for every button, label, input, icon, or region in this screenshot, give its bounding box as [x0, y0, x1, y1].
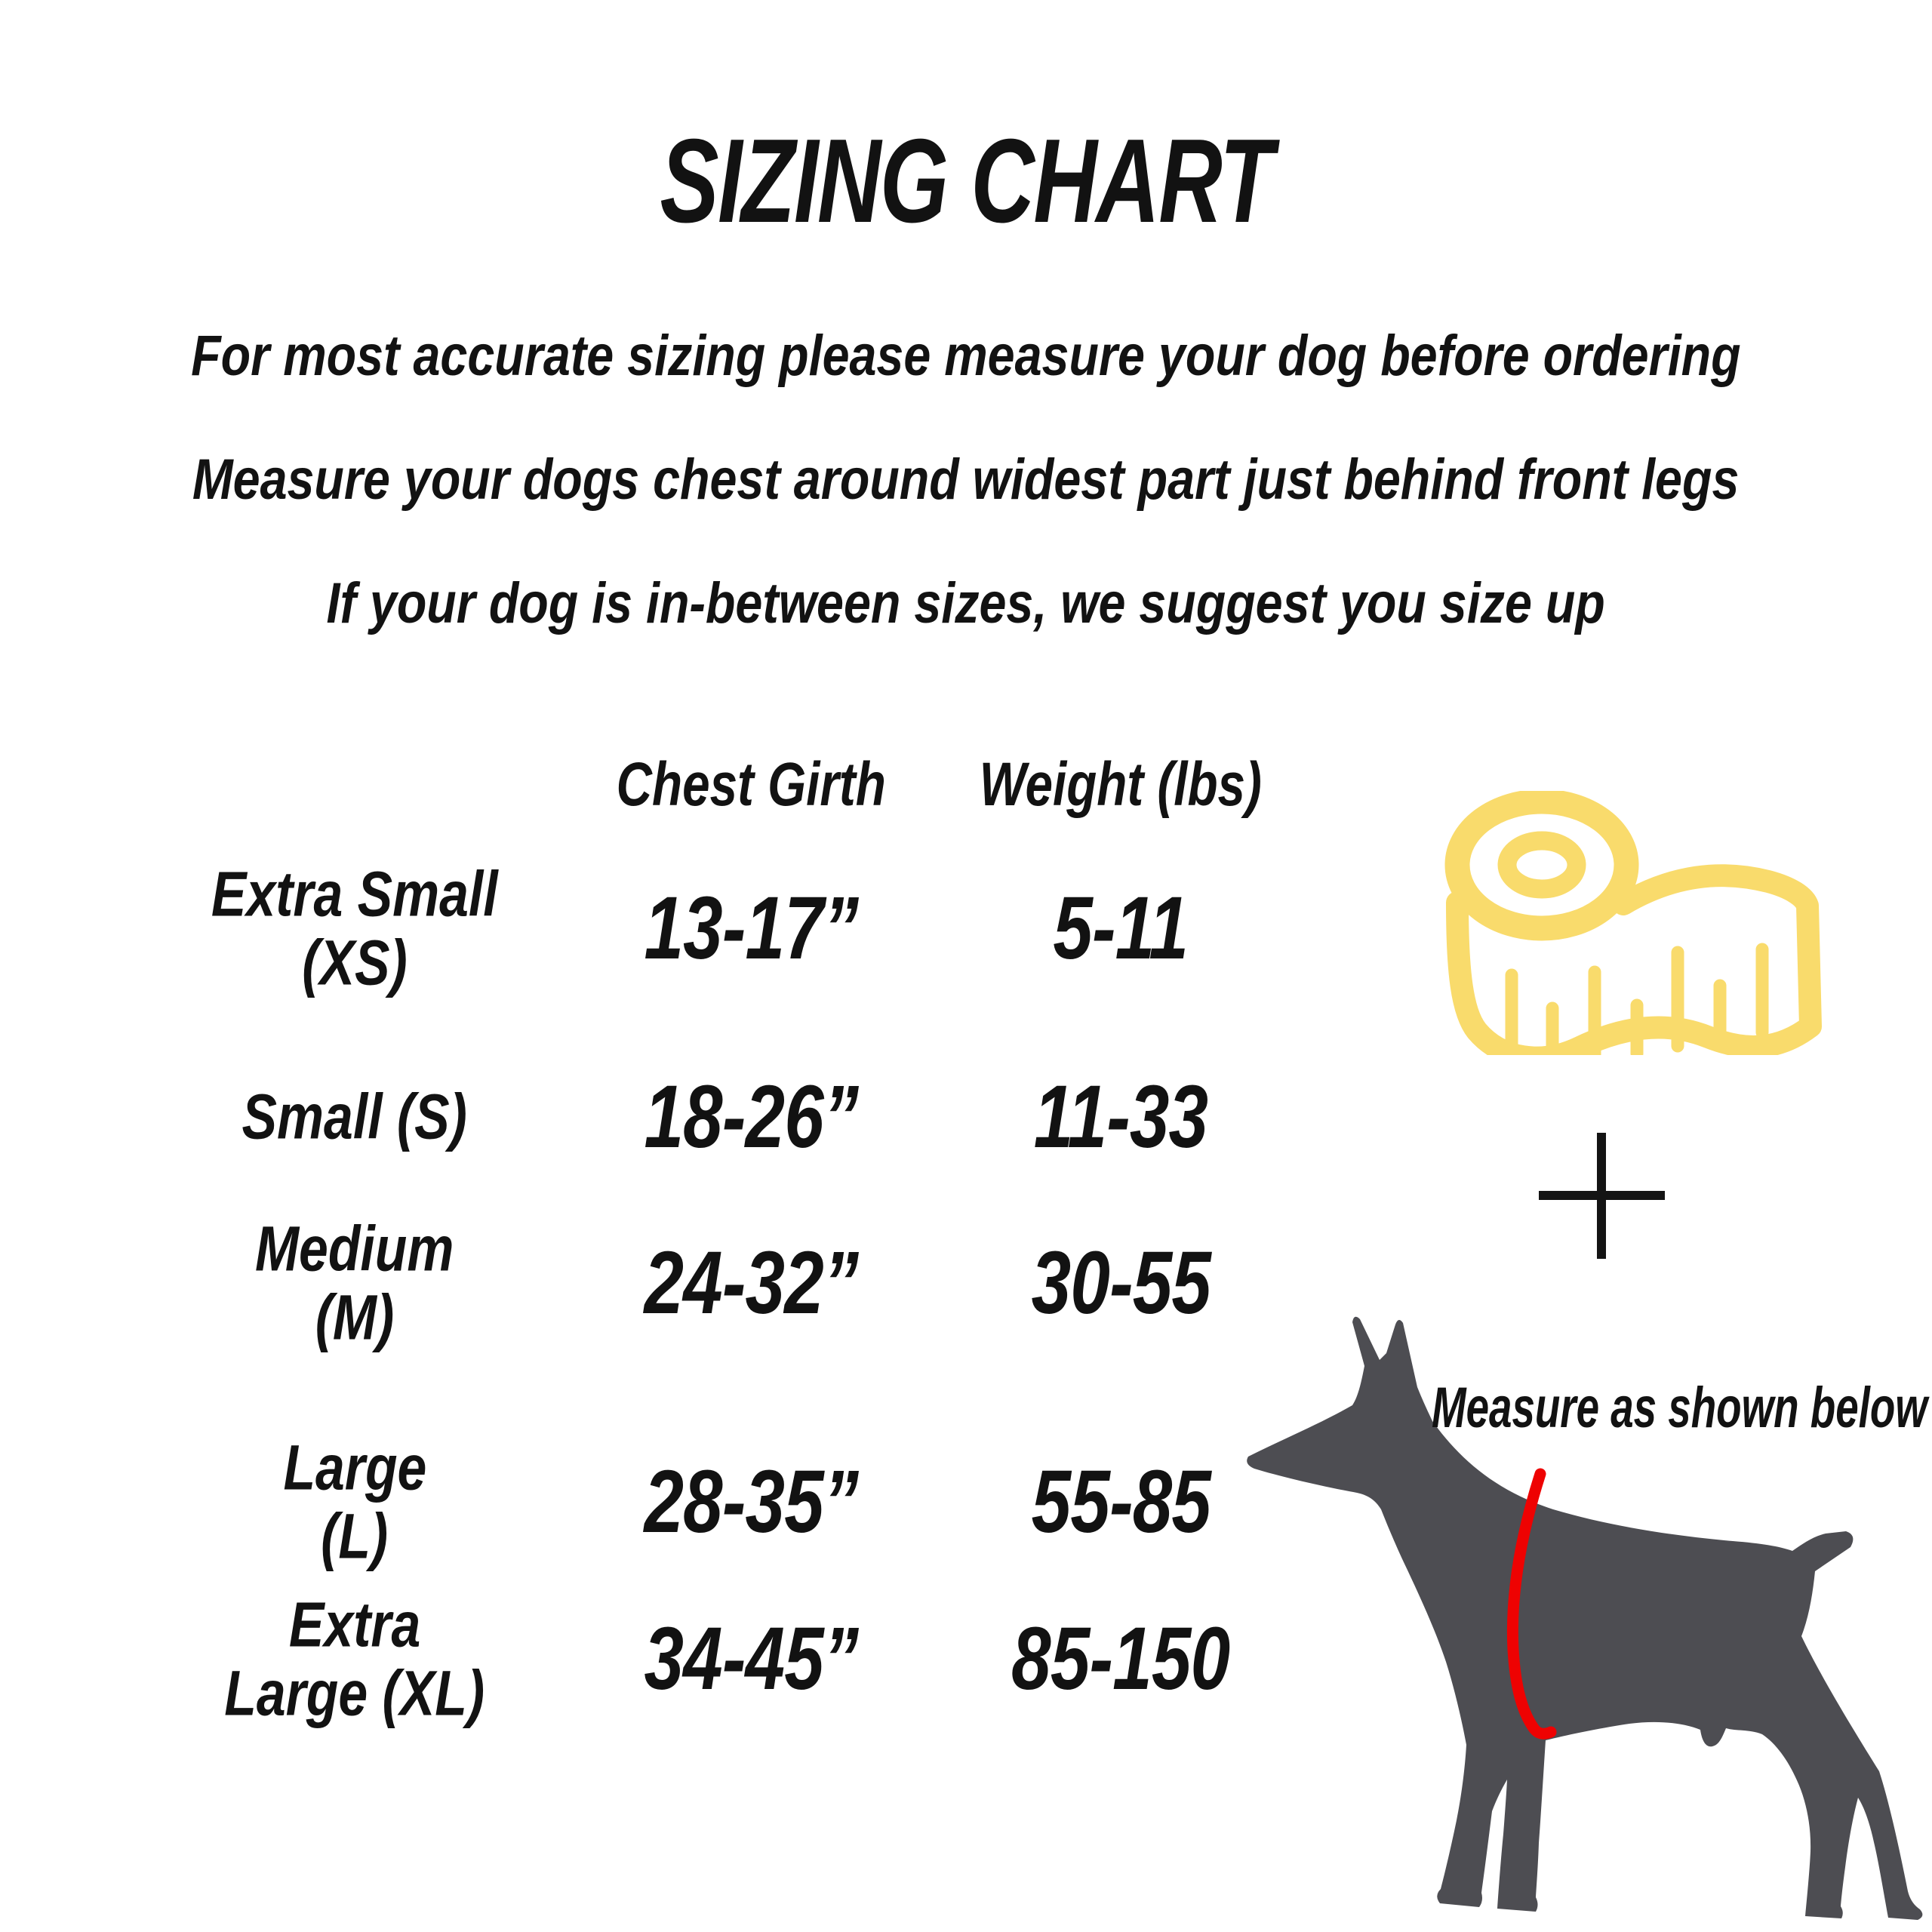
size-label-s: Small (S): [242, 1081, 468, 1152]
tape-measure-icon: [1419, 791, 1826, 1055]
chest-girth-value-s: 18-26”: [644, 1067, 858, 1167]
weight-value-l: 55-85: [1031, 1452, 1211, 1552]
instruction-line-1: For most accurate sizing please measure your dog before ordering: [191, 324, 1741, 388]
weight-value-xs: 5-11: [1053, 878, 1189, 978]
page-title: SIZING CHART: [660, 115, 1272, 248]
size-label-m: Medium (M): [255, 1213, 454, 1352]
plus-icon: [1536, 1130, 1668, 1262]
chest-girth-value-xs: 13-17”: [644, 878, 858, 978]
chest-girth-value-l: 28-35”: [644, 1452, 858, 1552]
chest-girth-value-m: 24-32”: [644, 1233, 858, 1333]
size-label-l: Large (L): [283, 1432, 426, 1571]
column-header-chest-girth: Chest Girth: [616, 750, 886, 819]
measure-annotation: Measure as shown below: [1432, 1376, 1927, 1440]
chest-girth-value-xl: 34-45”: [644, 1609, 858, 1709]
weight-value-xl: 85-150: [1011, 1609, 1230, 1709]
column-header-weight: Weight (lbs): [979, 750, 1263, 819]
size-label-xl: Extra Large (XL): [224, 1589, 485, 1728]
weight-value-m: 30-55: [1031, 1233, 1211, 1333]
instruction-line-3: If your dog is in-between sizes, we suggest you size up: [326, 571, 1606, 635]
instruction-line-2: Measure your dogs chest around widest part just behind front legs: [192, 448, 1740, 512]
size-label-xs: Extra Small (XS): [211, 858, 498, 998]
weight-value-s: 11-33: [1033, 1067, 1208, 1167]
